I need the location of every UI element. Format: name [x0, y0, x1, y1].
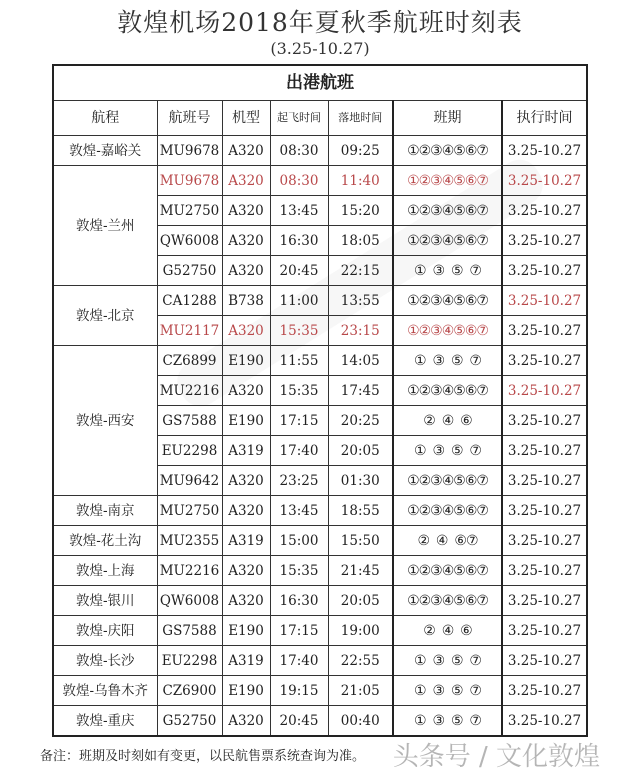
flight-number: MU2750 [157, 496, 222, 526]
effective-period: 3.25-10.27 [502, 166, 587, 196]
effective-period: 3.25-10.27 [502, 286, 587, 316]
table-row [53, 286, 587, 316]
aircraft-type: A320 [222, 376, 270, 406]
arrival-time: 18:55 [328, 496, 393, 526]
table-row [53, 556, 587, 586]
page-title: 敦煌机场2018年夏秋季航班时刻表 [117, 8, 523, 37]
arrival-time: 00:40 [328, 706, 393, 737]
effective-period: 3.25-10.27 [502, 586, 587, 616]
flight-number: G52750 [157, 706, 222, 737]
aircraft-type: A319 [222, 646, 270, 676]
flight-number: QW6008 [157, 586, 222, 616]
header-arrival: 落地时间 [328, 101, 393, 136]
departure-time: 11:00 [270, 286, 328, 316]
table-row [53, 646, 587, 676]
arrival-time: 20:05 [328, 436, 393, 466]
effective-period: 3.25-10.27 [502, 526, 587, 556]
flight-number: MU9678 [157, 166, 222, 196]
arrival-time: 22:15 [328, 256, 393, 286]
route-cell: 敦煌-上海 [53, 556, 157, 586]
effective-period: 3.25-10.27 [502, 226, 587, 256]
table-row [53, 136, 587, 166]
departure-time: 15:35 [270, 376, 328, 406]
effective-period: 3.25-10.27 [502, 376, 587, 406]
aircraft-type: B738 [222, 286, 270, 316]
arrival-time: 21:45 [328, 556, 393, 586]
aircraft-type: A320 [222, 166, 270, 196]
flight-number: CZ6899 [157, 346, 222, 376]
flight-number: MU2750 [157, 196, 222, 226]
aircraft-type: A319 [222, 436, 270, 466]
operating-days: ①②③④⑤⑥⑦ [393, 466, 502, 496]
operating-days: ① ③ ⑤ ⑦ [393, 346, 502, 376]
footer [40, 741, 600, 773]
table-row [53, 346, 587, 376]
arrival-time: 15:20 [328, 196, 393, 226]
aircraft-type: A320 [222, 466, 270, 496]
route-cell: 敦煌-庆阳 [53, 616, 157, 646]
arrival-time: 20:05 [328, 586, 393, 616]
aircraft-type: A320 [222, 706, 270, 737]
effective-period: 3.25-10.27 [502, 316, 587, 346]
page-subtitle: (3.25-10.27) [270, 39, 370, 58]
route-cell: 敦煌-长沙 [53, 646, 157, 676]
flight-number: MU2216 [157, 376, 222, 406]
operating-days: ② ④ ⑥ [393, 616, 502, 646]
header-flight: 航班号 [157, 101, 222, 136]
departure-time: 08:30 [270, 136, 328, 166]
operating-days: ① ③ ⑤ ⑦ [393, 706, 502, 737]
watermark: 头条号 / 文化敦煌 [392, 742, 600, 772]
operating-days: ①②③④⑤⑥⑦ [393, 196, 502, 226]
effective-period: 3.25-10.27 [502, 196, 587, 226]
table-row [53, 496, 587, 526]
departure-time: 17:15 [270, 406, 328, 436]
footnote: 备注：班期及时刻如有变更，以民航售票系统查询为准。 [40, 749, 366, 764]
flight-number: EU2298 [157, 646, 222, 676]
arrival-time: 09:25 [328, 136, 393, 166]
arrival-time: 14:05 [328, 346, 393, 376]
effective-period: 3.25-10.27 [502, 346, 587, 376]
arrival-time: 22:55 [328, 646, 393, 676]
header-row [53, 101, 587, 136]
aircraft-type: E190 [222, 406, 270, 436]
table-row [53, 166, 587, 196]
flight-number: QW6008 [157, 226, 222, 256]
arrival-time: 13:55 [328, 286, 393, 316]
section-title: 出港航班 [53, 65, 587, 101]
table-row [53, 586, 587, 616]
header-departure: 起飞时间 [270, 101, 328, 136]
operating-days: ①②③④⑤⑥⑦ [393, 286, 502, 316]
operating-days: ①②③④⑤⑥⑦ [393, 166, 502, 196]
effective-period: 3.25-10.27 [502, 406, 587, 436]
departure-time: 15:00 [270, 526, 328, 556]
operating-days: ①②③④⑤⑥⑦ [393, 586, 502, 616]
departure-time: 20:45 [270, 706, 328, 737]
operating-days: ① ③ ⑤ ⑦ [393, 256, 502, 286]
departure-time: 17:40 [270, 646, 328, 676]
operating-days: ① ③ ⑤ ⑦ [393, 646, 502, 676]
route-cell: 敦煌-北京 [53, 286, 157, 346]
operating-days: ①②③④⑤⑥⑦ [393, 136, 502, 166]
operating-days: ①②③④⑤⑥⑦ [393, 376, 502, 406]
operating-days: ② ④ ⑥ [393, 406, 502, 436]
flight-number: GS7588 [157, 616, 222, 646]
operating-days: ①②③④⑤⑥⑦ [393, 556, 502, 586]
aircraft-type: A320 [222, 556, 270, 586]
aircraft-type: E190 [222, 676, 270, 706]
operating-days: ② ④ ⑥⑦ [393, 526, 502, 556]
aircraft-type: A320 [222, 586, 270, 616]
route-cell: 敦煌-兰州 [53, 166, 157, 286]
arrival-time: 23:15 [328, 316, 393, 346]
effective-period: 3.25-10.27 [502, 556, 587, 586]
route-cell: 敦煌-嘉峪关 [53, 136, 157, 166]
departure-time: 13:45 [270, 196, 328, 226]
effective-period: 3.25-10.27 [502, 496, 587, 526]
flight-number: MU2117 [157, 316, 222, 346]
departure-time: 16:30 [270, 586, 328, 616]
effective-period: 3.25-10.27 [502, 256, 587, 286]
flight-schedule-table [52, 64, 588, 737]
header-aircraft: 机型 [222, 101, 270, 136]
flight-number: EU2298 [157, 436, 222, 466]
flight-number: CZ6900 [157, 676, 222, 706]
table-row [53, 526, 587, 556]
operating-days: ①②③④⑤⑥⑦ [393, 226, 502, 256]
departure-time: 08:30 [270, 166, 328, 196]
effective-period: 3.25-10.27 [502, 676, 587, 706]
operating-days: ①②③④⑤⑥⑦ [393, 496, 502, 526]
table-row [53, 706, 587, 737]
departure-time: 23:25 [270, 466, 328, 496]
departure-time: 17:40 [270, 436, 328, 466]
aircraft-type: E190 [222, 346, 270, 376]
arrival-time: 19:00 [328, 616, 393, 646]
arrival-time: 11:40 [328, 166, 393, 196]
flight-number: MU2216 [157, 556, 222, 586]
departure-time: 15:35 [270, 556, 328, 586]
arrival-time: 17:45 [328, 376, 393, 406]
arrival-time: 01:30 [328, 466, 393, 496]
effective-period: 3.25-10.27 [502, 706, 587, 737]
flight-number: MU9678 [157, 136, 222, 166]
arrival-time: 18:05 [328, 226, 393, 256]
arrival-time: 20:25 [328, 406, 393, 436]
effective-period: 3.25-10.27 [502, 436, 587, 466]
effective-period: 3.25-10.27 [502, 136, 587, 166]
effective-period: 3.25-10.27 [502, 616, 587, 646]
flight-number: CA1288 [157, 286, 222, 316]
aircraft-type: E190 [222, 616, 270, 646]
flight-number: G52750 [157, 256, 222, 286]
aircraft-type: A320 [222, 136, 270, 166]
arrival-time: 15:50 [328, 526, 393, 556]
departure-time: 11:55 [270, 346, 328, 376]
flight-number: MU9642 [157, 466, 222, 496]
departure-time: 19:15 [270, 676, 328, 706]
table-row [53, 676, 587, 706]
route-cell: 敦煌-西安 [53, 346, 157, 496]
aircraft-type: A320 [222, 256, 270, 286]
aircraft-type: A320 [222, 496, 270, 526]
route-cell: 敦煌-花土沟 [53, 526, 157, 556]
operating-days: ① ③ ⑤ ⑦ [393, 676, 502, 706]
header-route: 航程 [53, 101, 157, 136]
effective-period: 3.25-10.27 [502, 466, 587, 496]
header-days: 班期 [393, 101, 502, 136]
departure-time: 13:45 [270, 496, 328, 526]
table-row [53, 616, 587, 646]
aircraft-type: A320 [222, 316, 270, 346]
departure-time: 20:45 [270, 256, 328, 286]
aircraft-type: A320 [222, 226, 270, 256]
route-cell: 敦煌-银川 [53, 586, 157, 616]
route-cell: 敦煌-南京 [53, 496, 157, 526]
flight-number: MU2355 [157, 526, 222, 556]
operating-days: ①②③④⑤⑥⑦ [393, 316, 502, 346]
arrival-time: 21:05 [328, 676, 393, 706]
operating-days: ① ③ ⑤ ⑦ [393, 436, 502, 466]
aircraft-type: A320 [222, 196, 270, 226]
header-period: 执行时间 [502, 101, 587, 136]
route-cell: 敦煌-重庆 [53, 706, 157, 737]
departure-time: 15:35 [270, 316, 328, 346]
flight-number: GS7588 [157, 406, 222, 436]
route-cell: 敦煌-乌鲁木齐 [53, 676, 157, 706]
aircraft-type: A319 [222, 526, 270, 556]
departure-time: 17:15 [270, 616, 328, 646]
effective-period: 3.25-10.27 [502, 646, 587, 676]
departure-time: 16:30 [270, 226, 328, 256]
